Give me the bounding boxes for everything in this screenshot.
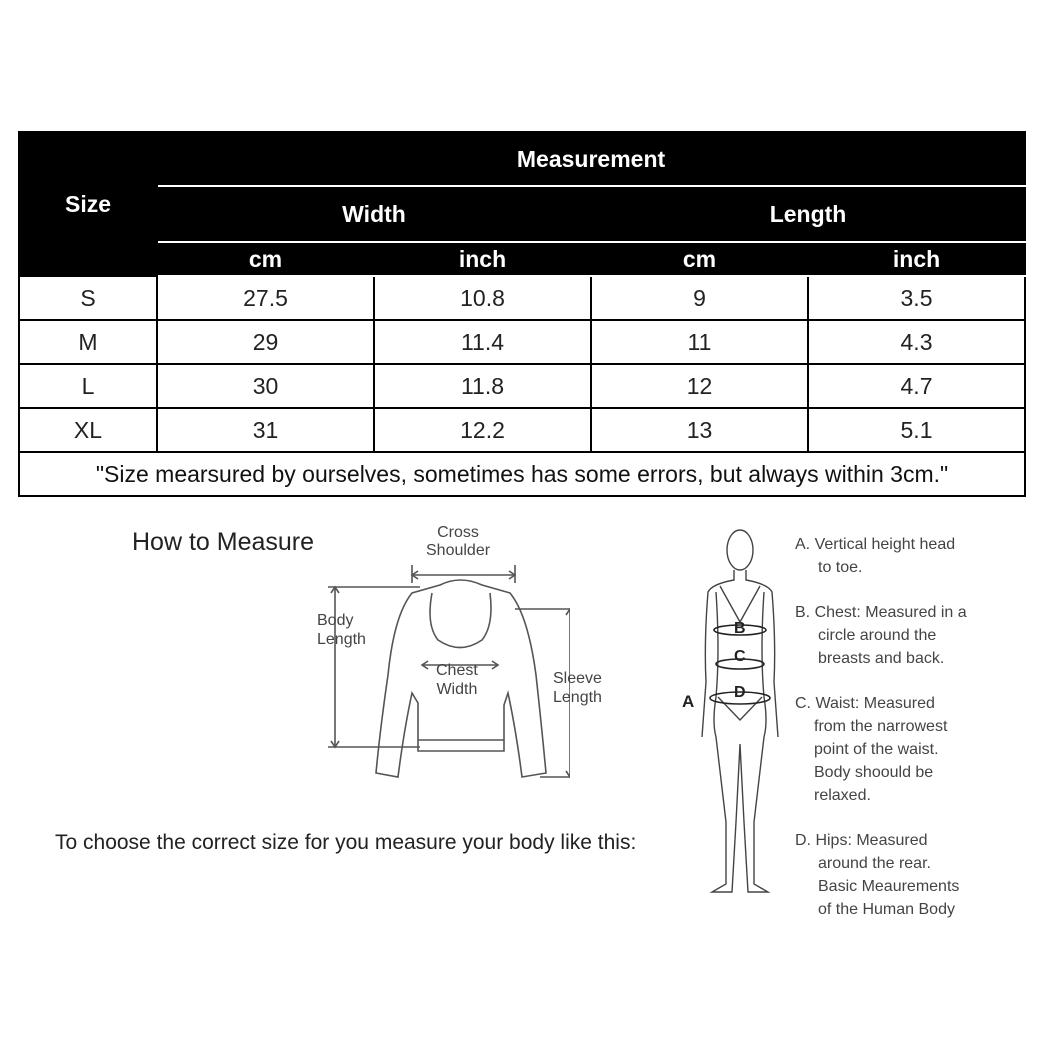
how-to-measure-title: How to Measure — [132, 528, 315, 556]
legend-a: A. Vertical height head to toe. — [795, 536, 956, 576]
unit-header: cm — [157, 242, 374, 276]
table-row — [19, 320, 1025, 364]
size-cell: S — [19, 276, 157, 320]
chest-width-label: Chest Width — [436, 662, 478, 698]
legend-c: C. Waist: Measured from the narrowest point of the waist. Body shoould be relaxed. — [795, 695, 948, 804]
body-figure-diagram — [690, 522, 790, 902]
value-cell: 29 — [157, 320, 374, 364]
size-cell: XL — [19, 408, 157, 452]
width-header: Width — [157, 186, 591, 242]
label-c: C — [734, 648, 746, 665]
value-cell: 12 — [591, 364, 808, 408]
unit-header: cm — [591, 242, 808, 276]
legend-b: B. Chest: Measured in a circle around the breasts and back. — [795, 604, 967, 667]
value-cell: 27.5 — [157, 276, 374, 320]
label-d: D — [734, 684, 746, 701]
size-header: Size — [19, 132, 157, 276]
bodysuit-neckline — [720, 586, 760, 622]
value-cell: 10.8 — [374, 276, 591, 320]
label-a: A — [682, 692, 695, 711]
legend-d: D. Hips: Measured around the rear. Basic Meaurements of the Human Body — [795, 832, 960, 918]
instruction-text: To choose the correct size for you measure your body like this: — [55, 831, 637, 854]
value-cell: 5.1 — [808, 408, 1025, 452]
length-header: Length — [591, 186, 1025, 242]
value-cell: 3.5 — [808, 276, 1025, 320]
value-cell: 9 — [591, 276, 808, 320]
head — [727, 530, 753, 570]
size-cell: M — [19, 320, 157, 364]
sleeve-length-label: Sleeve Length — [553, 670, 602, 706]
body-length-label: Body Length — [317, 612, 366, 648]
value-cell: 4.7 — [808, 364, 1025, 408]
measurement-header: Measurement — [157, 132, 1025, 186]
table-row — [19, 364, 1025, 408]
value-cell: 13 — [591, 408, 808, 452]
value-cell: 11.4 — [374, 320, 591, 364]
cross-shoulder-label: Cross Shoulder — [426, 524, 491, 559]
label-b: B — [734, 620, 746, 637]
unit-header: inch — [808, 242, 1025, 276]
size-note: "Size mearsured by ourselves, sometimes has some errors, but always within 3cm." — [19, 452, 1025, 496]
table-row — [19, 408, 1025, 452]
unit-header: inch — [374, 242, 591, 276]
value-cell: 11.8 — [374, 364, 591, 408]
value-cell: 31 — [157, 408, 374, 452]
value-cell: 12.2 — [374, 408, 591, 452]
size-chart-table — [18, 131, 1026, 497]
value-cell: 30 — [157, 364, 374, 408]
value-cell: 4.3 — [808, 320, 1025, 364]
sweater-neckline — [430, 593, 491, 648]
value-cell: 11 — [591, 320, 808, 364]
size-cell: L — [19, 364, 157, 408]
table-row — [19, 276, 1025, 320]
